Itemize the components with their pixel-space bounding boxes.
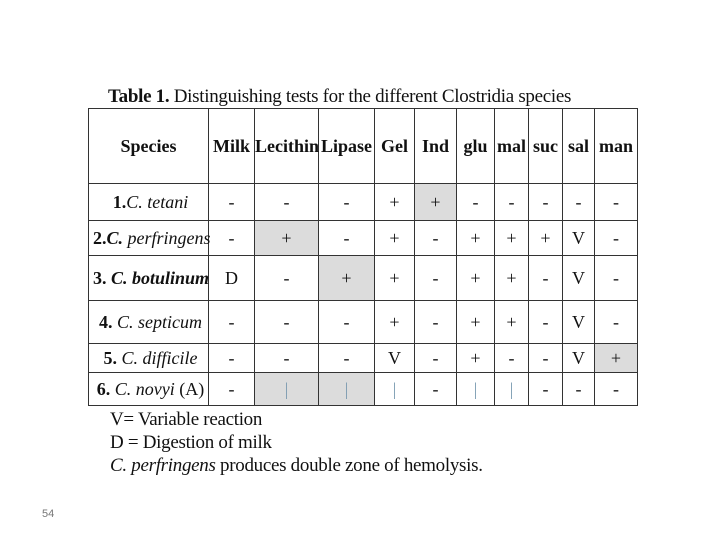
- result-cell: +: [415, 184, 457, 221]
- result-cell: -: [595, 184, 638, 221]
- result-cell: +: [457, 301, 495, 344]
- table-row: [89, 184, 638, 221]
- result-cell: D: [209, 256, 255, 301]
- result-cell: -: [415, 256, 457, 301]
- result-cell: -: [209, 373, 255, 406]
- result-cell: -: [319, 221, 375, 256]
- result-cell: +: [457, 221, 495, 256]
- result-cell: -: [209, 184, 255, 221]
- header-cell: man: [595, 109, 638, 184]
- species-cell: 1.C. tetani: [89, 184, 209, 221]
- result-cell: -: [595, 221, 638, 256]
- result-cell: V: [563, 221, 595, 256]
- result-cell: |: [457, 373, 495, 406]
- result-cell: -: [529, 344, 563, 373]
- species-cell: 2.C. perfringens: [89, 221, 209, 256]
- result-cell: +: [457, 256, 495, 301]
- header-cell: Lipase: [319, 109, 375, 184]
- result-cell: V: [563, 344, 595, 373]
- header-cell: Ind: [415, 109, 457, 184]
- result-cell: -: [255, 344, 319, 373]
- table-row: [89, 344, 638, 373]
- header-cell: glu: [457, 109, 495, 184]
- caption-label: Table 1.: [108, 86, 170, 107]
- result-cell: |: [319, 373, 375, 406]
- result-cell: -: [415, 373, 457, 406]
- table-row: [89, 301, 638, 344]
- result-cell: -: [529, 373, 563, 406]
- table-caption: [108, 86, 571, 108]
- result-cell: |: [495, 373, 529, 406]
- header-cell: Species: [89, 109, 209, 184]
- result-cell: +: [375, 256, 415, 301]
- species-cell: 4. C. septicum: [89, 301, 209, 344]
- header-cell: Gel: [375, 109, 415, 184]
- result-cell: +: [495, 256, 529, 301]
- result-cell: -: [319, 184, 375, 221]
- result-cell: -: [563, 184, 595, 221]
- result-cell: +: [375, 221, 415, 256]
- species-cell: 6. C. novyi (A): [89, 373, 209, 406]
- result-cell: |: [255, 373, 319, 406]
- result-cell: -: [209, 221, 255, 256]
- result-cell: -: [595, 301, 638, 344]
- note-hemolysis: C. perfringens produces double zone of hemolysis.: [110, 455, 483, 476]
- species-cell: 3. C. botulinum: [89, 256, 209, 301]
- table-notes: [110, 408, 483, 477]
- result-cell: +: [255, 221, 319, 256]
- result-cell: V: [563, 256, 595, 301]
- result-cell: -: [255, 301, 319, 344]
- result-cell: -: [529, 184, 563, 221]
- result-cell: +: [495, 221, 529, 256]
- result-cell: -: [563, 373, 595, 406]
- result-cell: -: [529, 301, 563, 344]
- result-cell: -: [209, 301, 255, 344]
- result-cell: -: [595, 373, 638, 406]
- result-cell: -: [319, 344, 375, 373]
- result-cell: -: [415, 344, 457, 373]
- result-cell: +: [375, 184, 415, 221]
- result-cell: -: [595, 256, 638, 301]
- result-cell: -: [495, 184, 529, 221]
- result-cell: -: [209, 344, 255, 373]
- result-cell: +: [529, 221, 563, 256]
- result-cell: -: [255, 256, 319, 301]
- result-cell: |: [375, 373, 415, 406]
- species-cell: 5. C. difficile: [89, 344, 209, 373]
- result-cell: +: [595, 344, 638, 373]
- header-cell: mal: [495, 109, 529, 184]
- header-cell: Lecithin: [255, 109, 319, 184]
- distinguishing-tests-table: [88, 108, 638, 406]
- result-cell: +: [375, 301, 415, 344]
- result-cell: -: [495, 344, 529, 373]
- table-row: [89, 256, 638, 301]
- result-cell: -: [255, 184, 319, 221]
- header-cell: sal: [563, 109, 595, 184]
- header-cell: Milk: [209, 109, 255, 184]
- result-cell: -: [415, 221, 457, 256]
- note-variable: V= Variable reaction: [110, 409, 263, 430]
- result-cell: +: [495, 301, 529, 344]
- result-cell: +: [319, 256, 375, 301]
- page-number: 54: [42, 508, 55, 520]
- note-digestion: D = Digestion of milk: [110, 432, 272, 453]
- result-cell: -: [529, 256, 563, 301]
- result-cell: V: [563, 301, 595, 344]
- result-cell: -: [457, 184, 495, 221]
- result-cell: -: [415, 301, 457, 344]
- result-cell: +: [457, 344, 495, 373]
- table-row: [89, 221, 638, 256]
- result-cell: V: [375, 344, 415, 373]
- header-cell: suc: [529, 109, 563, 184]
- table-header-row: [89, 109, 638, 184]
- table-row: [89, 373, 638, 406]
- caption-text: Distinguishing tests for the different Clostridia species: [169, 86, 572, 107]
- result-cell: -: [319, 301, 375, 344]
